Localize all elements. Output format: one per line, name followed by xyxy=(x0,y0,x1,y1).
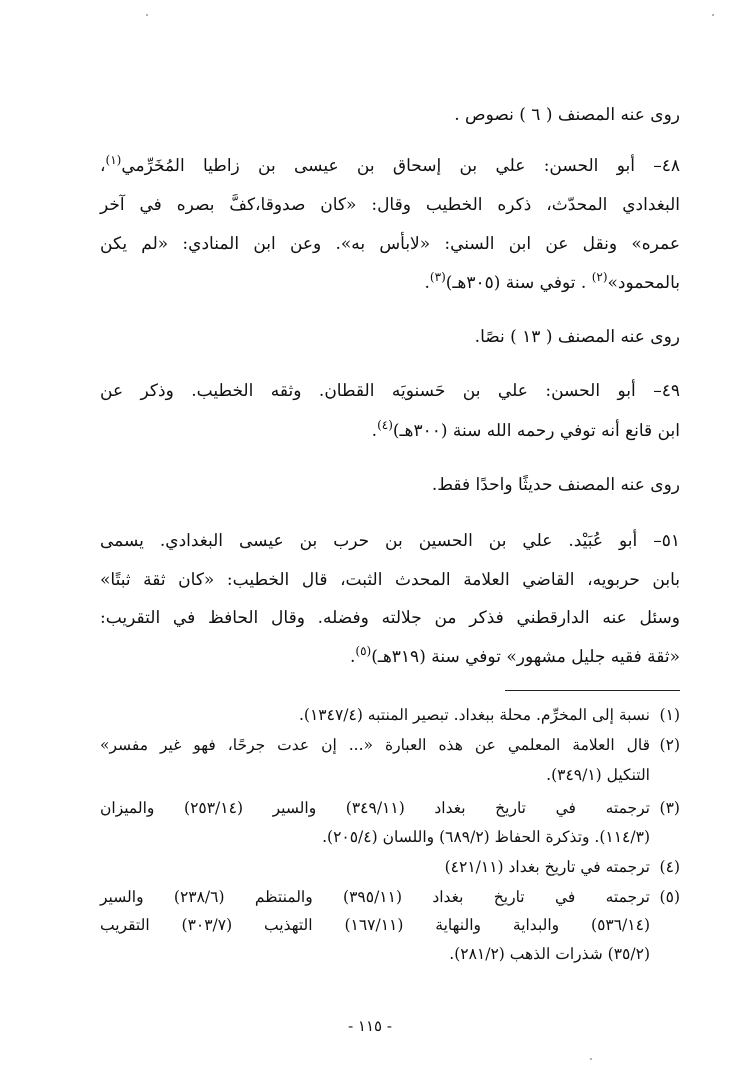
footnote-ref-3[interactable]: (٣) xyxy=(429,270,446,284)
text-line: روى عنه المصنف ( ٦ ) نصوص . xyxy=(454,105,680,125)
footnote-number: (٣) xyxy=(659,799,680,817)
entry-48-heading-line: ٤٨– أبو الحسن: علي بن إسحاق بن عيسى بن زاطيا المُخَرِّمي$^{(١)}$، xyxy=(100,153,680,176)
text-line: ابن قانع أنه توفي رحمه الله سنة (٣٠٠هـ)$^{(٤)}$. xyxy=(371,418,680,441)
footnote-1: (١)نسبة إلى المخرِّم. محلة ببغداد. تبصير المنتبه (١٣٤٧/٤). xyxy=(298,706,680,724)
scan-speck xyxy=(590,1058,592,1060)
scan-speck xyxy=(146,14,148,16)
text-line: «ثقة فقيه جليل مشهور» توفي سنة (٣١٩هـ)$^{(٥)}$. xyxy=(349,644,680,667)
text-line: عمره» ونقل عن ابن السني: «لابأس به». وعن ابن المنادي: «لم يكن xyxy=(100,234,680,254)
scan-speck xyxy=(712,14,714,16)
footnote-number: (٥) xyxy=(659,888,680,906)
entry-49-heading-line: ٤٩– أبو الحسن: علي بن حَسنويَه القطان. وثقه الخطيب. وذكر عن xyxy=(100,381,680,401)
footnote-ref-1[interactable]: (١) xyxy=(105,153,122,167)
footnote-ref-5[interactable]: (٥) xyxy=(355,644,372,658)
footnote-number: (٢) xyxy=(659,736,680,754)
text-line: بالمحمود»$^{(٢)}$ . توفي سنة (٣٠٥هـ)$^{(٣)}$. xyxy=(424,270,680,293)
footnote-5: (٥)ترجمته في تاريخ بغداد (٣٩٥/١١) والمنتظم (٢٣٨/٦) والسير xyxy=(100,888,680,906)
entry-51-heading-line: ٥١– أبو عُبَيْد. علي بن الحسين بن حرب بن عيسى البغدادي. يسمى xyxy=(100,531,680,551)
footnote-number: (٤) xyxy=(659,858,680,876)
footnote-5-continued: (٣٥/٢) شذرات الذهب (٢٨١/٢). xyxy=(449,945,650,963)
footnote-2-continued: التنكيل (٣٤٩/١). xyxy=(546,766,650,784)
text-line: وسئل عنه الدارقطني فذكر من جلالته وفضله. وقال الحافظ في التقريب: xyxy=(100,608,680,628)
page-number: - ١١٥ - xyxy=(348,1017,392,1035)
footnote-3-continued: (١١٤/٣). وتذكرة الحفاظ (٦٨٩/٢) واللسان (٢٠٥/٤). xyxy=(322,828,650,846)
footnote-5-continued: (٥٣٦/١٤) والبداية والنهاية (١٦٧/١١) التهذيب (٣٠٣/٧) التقريب xyxy=(100,916,650,934)
footnote-ref-4[interactable]: (٤) xyxy=(377,418,393,432)
footnote-4: (٤)ترجمته في تاريخ بغداد (٤٢١/١١) xyxy=(444,858,680,876)
text-line: بابن حربويه، القاضي العلامة المحدث الثبت، قال الخطيب: «كان ثقة ثبتًا» xyxy=(100,570,680,590)
footnote-number: (١) xyxy=(659,706,680,724)
book-page xyxy=(100,0,680,1083)
text-line: البغدادي المحدّث، ذكره الخطيب وقال: «كان صدوقا،كفَّ بصره في آخر xyxy=(100,195,680,215)
text-line: روى عنه المصنف حديثًا واحدًا فقط. xyxy=(431,475,680,495)
footnote-3: (٣)ترجمته في تاريخ بغداد (٣٤٩/١١) والسير (٢٥٣/١٤) والميزان xyxy=(100,799,680,817)
footnote-divider xyxy=(505,690,680,691)
footnote-ref-2[interactable]: (٢) xyxy=(591,270,608,284)
footnote-2: (٢)قال العلامة المعلمي عن هذه العبارة «... إن عدت جرحًا، فهو غير مفسر» xyxy=(100,736,680,754)
text-line: روى عنه المصنف ( ١٣ ) نصًا. xyxy=(474,327,680,347)
